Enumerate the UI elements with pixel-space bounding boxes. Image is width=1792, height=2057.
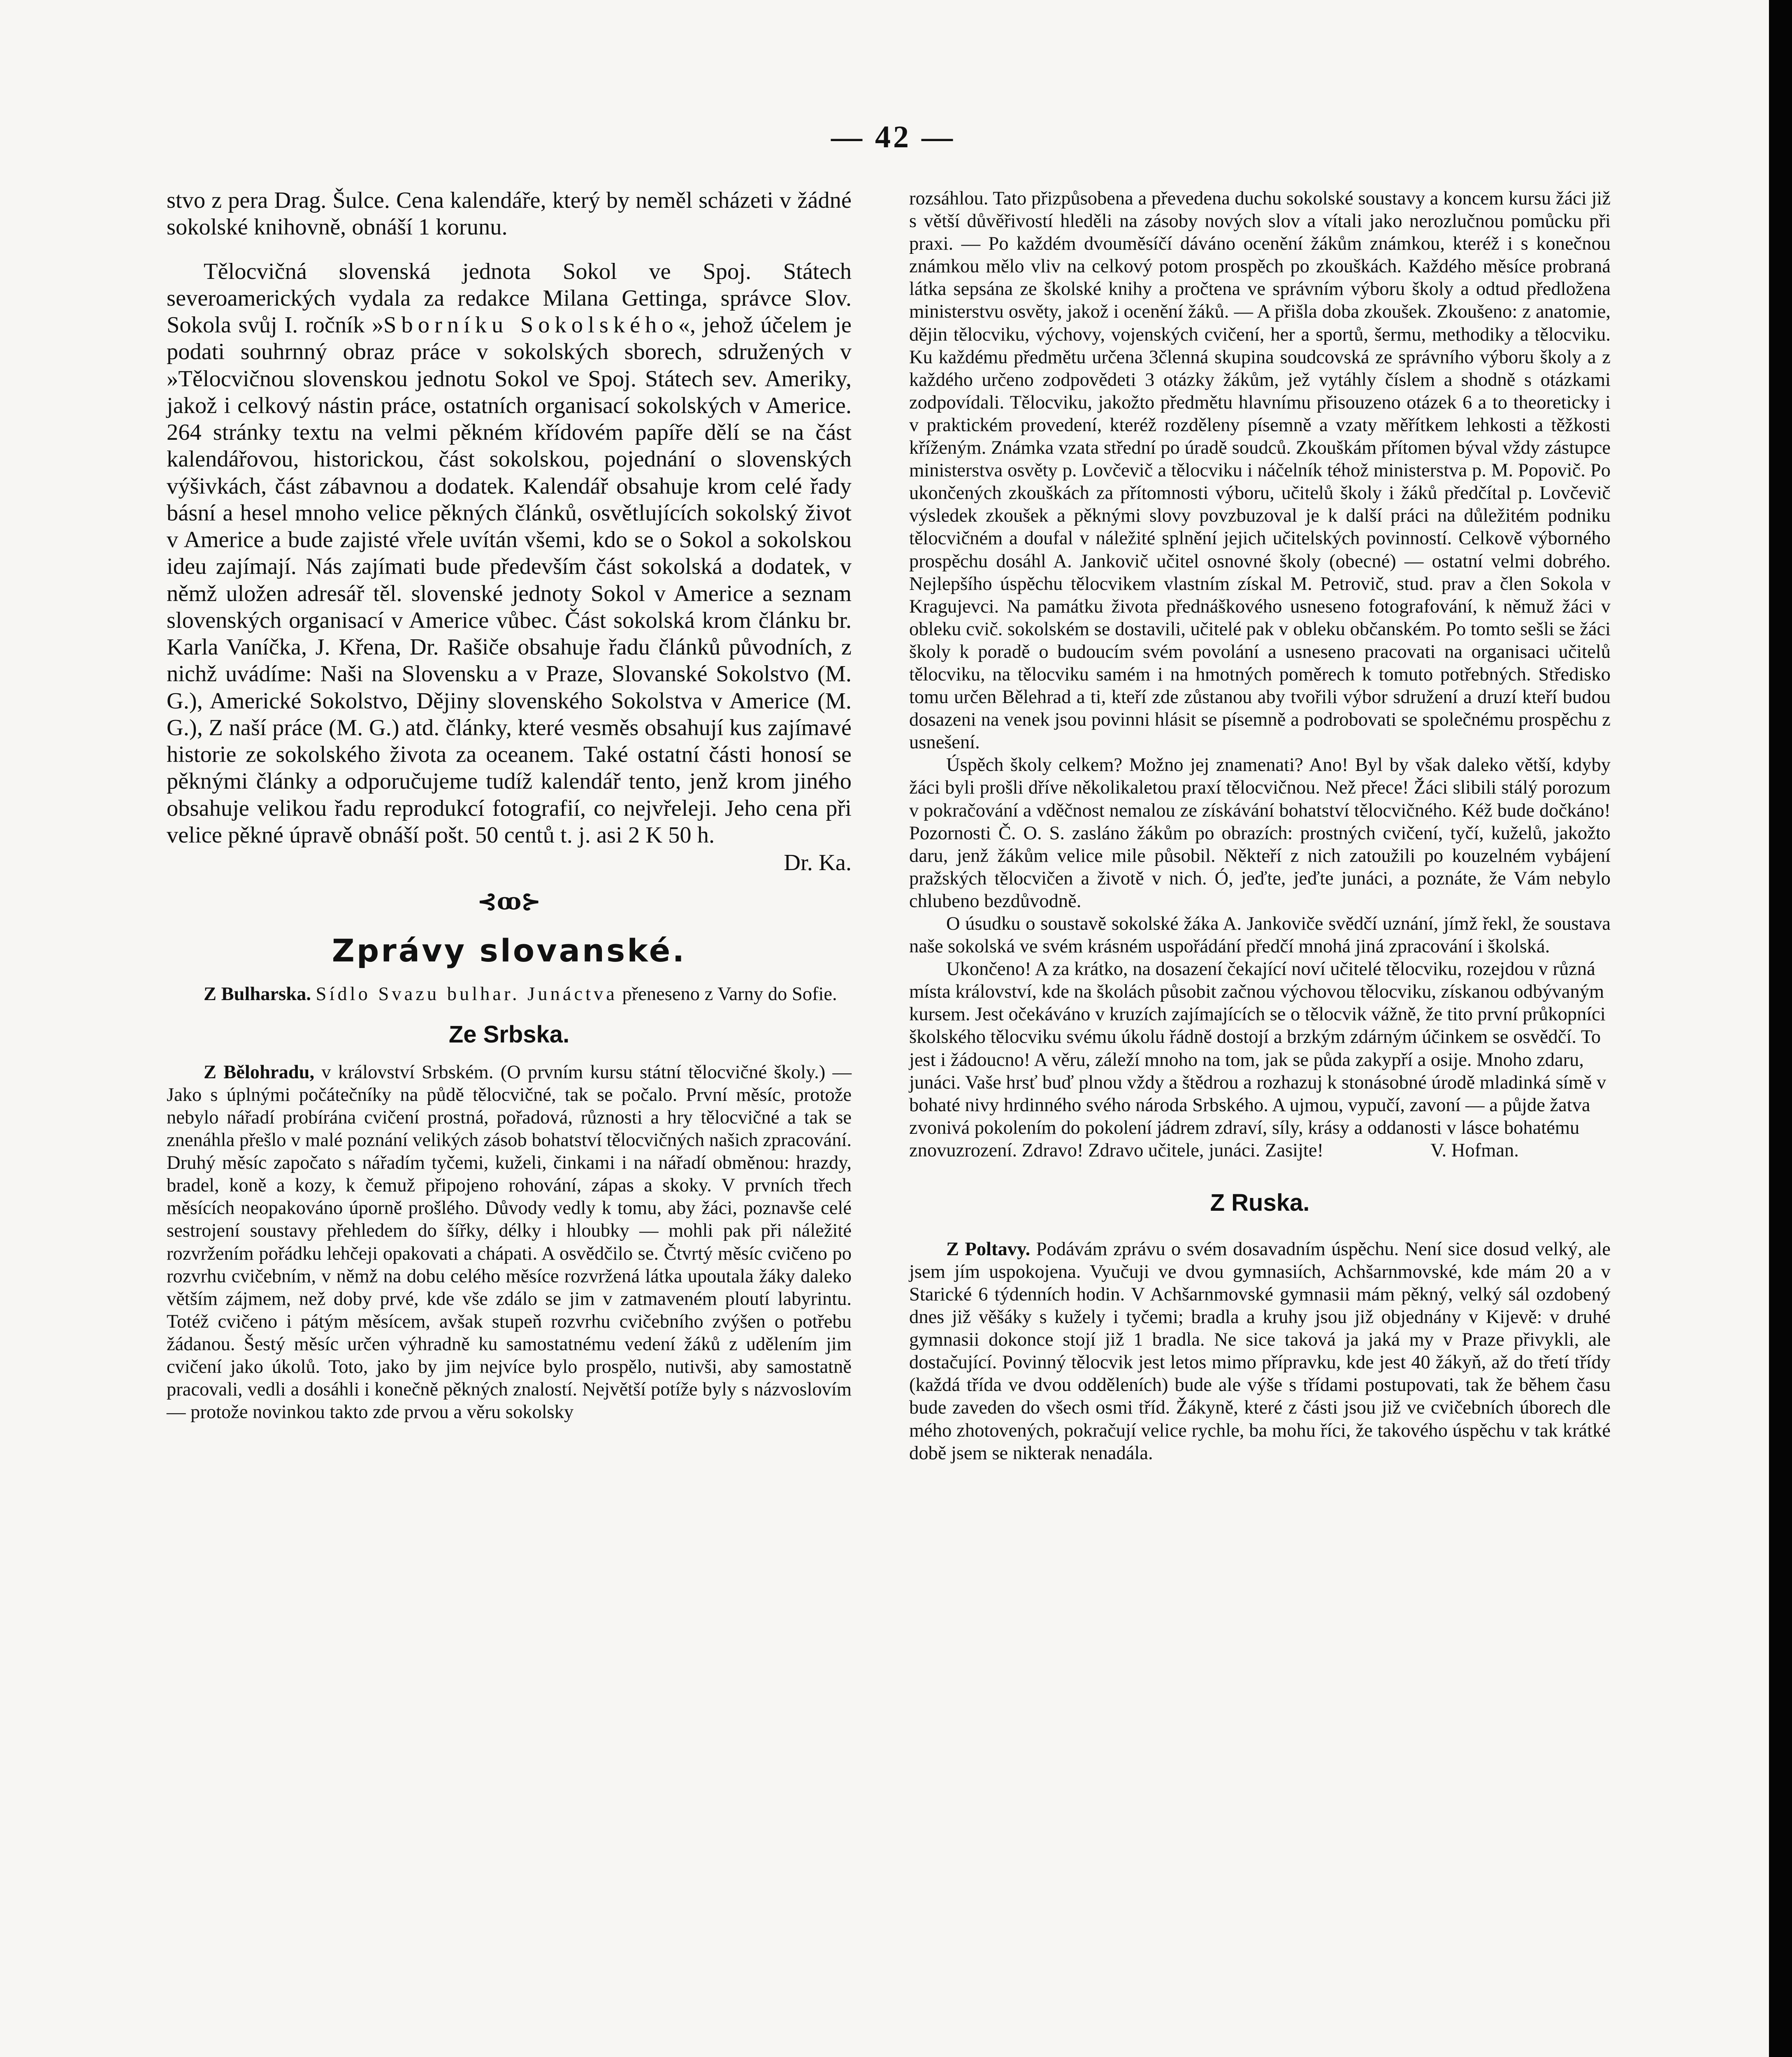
section-heading-slavic-news: Zprávy slovanské.: [332, 932, 687, 969]
review-text-rest: «, jehož účelem je podati souhrnný obraz práce v sokolských sborech, sdružených v »Tělocvičnou slovenskou jednotu Sokol ve Spoj. Státech sev. Ameriky, jakož i celkový nástin práce, ostatních organisací sokolských v Americe. 264 stránky textu na velmi pěkném křídovém papíře dělí se na část kalendářovou, historickou, část sokolskou, pojednání o slovenských výšivkách, část zábavnou a dodatek. Kalendář obsahuje krom celé řady básní a hesel mnoho velice pěkných článků, osvětlujících sokolský život v Americe a bude zajisté vřele uvítán všemi, kdo se o Sokol a sokolskou ideu zajímají. Nás zajímati bude především část sokolská a dodatek, v němž uložen adresář těl. slovenské jednoty Sokol v Americe a seznam slovenských organisací v Americe vůbec. Část sokolská krom článku br. Karla Vaníčka, J. Křena, Dr. Rašiče obsahuje řadu článků původních, z nichž uvádíme: Naši na Slovensku a v Praze, Slovanské Sokolstvo (M. G.), Americké Sokolstvo, Dějiny slovenského Sokolstva v Americe (M. G.), Z naší práce (M. G.) atd. články, které vesměs obsahují kus zajímavé historie ze sokolského života za oceanem. Také ostatní části honosí se pěknými články a odporučujeme tudíž kalendář tento, jenž krom jiného obsahuje velikou řadu reprodukcí fotografií, co nejvřeleji. Jeho cena při velice pěkné úpravě obnáší pošt. 50 centů t. j. asi 2 K 50 h.: [167, 312, 852, 848]
belgrade-paragraph: [167, 1061, 852, 1424]
russia-heading: Z Ruska.: [1210, 1189, 1310, 1217]
bulgaria-spaced-text: Sídlo Svazu bulhar. Junáctva: [316, 983, 617, 1005]
ornament-divider: ⊰ꝏ⊱: [477, 889, 541, 915]
review-text-start: Tělocvičná slovenská jednota Sokol ve Spoj. Státech severoamerických vydala za redakce Milana Gettinga, správce Slov. Sokola svůj I. ročník »: [167, 258, 852, 338]
serbia-heading: Ze Srbska.: [448, 1021, 570, 1048]
review-signature: Dr. Ka.: [784, 850, 852, 875]
jankovic-opinion-paragraph: O úsudku o soustavě sokolské žáka A. Jankoviče svědčí uznání, jímž řekl, že soustava naše sokolská ve svém krásném uspořádání předčí mnohá jiná zpracování i školská.: [909, 913, 1611, 957]
spaced-title: Sborníku Sokolského: [383, 312, 678, 338]
page-number: — 42 —: [831, 120, 955, 154]
scan-edge: [1769, 0, 1792, 2057]
poltava-label: Z Poltavy.: [946, 1238, 1031, 1260]
left-column: [167, 187, 852, 1423]
bulgaria-label: Z Bulharska.: [204, 983, 311, 1005]
closing-signature: V. Hofman.: [1430, 1140, 1519, 1161]
serbia-continued-paragraph: rozsáhlou. Tato přizpůsobena a převedena duchu sokolské soustavy a koncem kursu žáci již s větší důvěřivostí hleděli na zásoby nových slov a vítali jako nerozlučnou pomůcku při praxi. — Po každém dvouměsíčí dáváno ocenění žákům známkou, kteréž i s konečnou známkou mělo vliv na celkový potom prospěch po zkouškách. Každého měsíce probraná látka sepsána ze školské knihy a pročtena ve správním výboru školy a odtud předložena ministerstvu osvěty, jakož i ocenění žáků. — A přišla doba zkoušek. Zkoušeno: z anatomie, dějin tělocviku, výchovy, vojenských cvičení, her a sportů, šermu, methodiky a tělocviku. Ku každému předmětu určena 3členná skupina soudcovská ze správního výboru školy a z každého určeno zodpovědeti 3 otázky žákům, jež vytáhly číslem a shodně s otázkami zodpovídali. Tělocviku, jakožto předmětu hlavnímu přisouzeno otázek 6 a to theoreticky i v praktickém provedení, kteréž rozděleny písemně a vzaty měřítkem lehkosti a těžkosti kříženým. Známka vzata střední po úradě soudců. Zkouškám přítomen býval vždy zástupce ministerstva osvěty p. Lovčevič a tělocviku i náčelník téhož ministerstva p. M. Popovič. Po ukončených zkouškách za přítomnosti výboru, učitelů školy i žáků předčítal p. Lovčevič výsledek zkoušek a pěknými slovy povzbuzoval je k další práci na důležitém podniku tělocvičném a doufal v náležité splnění jejich učitelských povinností. Celkově výborného prospěchu dosáhl A. Jankovič učitel osnovné školy (obecné) — ostatní velmi dobrého. Nejlepšího úspěchu tělocvikem vlastním získal M. Petrovič, stud. prav a člen Sokola v Kragujevci. Na památku života přednáškového usneseno fotografování, k němuž žáci v obleku cvič. sokolském se dostavili, učitelé pak v obleku občanském. Po tomto sešli se žáci školy k poradě o budoucím svém povolání a usneseno pracovati na organisaci učitelů tělocviku, na tělocviku samém i na hmotných poměrech k tomuto potřebných. Středisko tomu určen Bělehrad a ti, kteří zde zůstanou aby tvořili výbor sdružení a druzí kteří budou dosazeni na venek jsou povinni hlásit se písemně a podrobovati se společnému prospěchu z usnešení.: [909, 188, 1611, 753]
closing-text: Ukončeno! A za krátko, na dosazení čekající noví učitelé tělocviku, rozejdou v různá místa království, kde na školách působit začnou výchovou tělocviku, získanou odbývaným kursem. Jest očekáváno v kruzích zajímajících se o tělocvik vážně, že tito první průkopníci školského tělocviku svému úkolu řádně dostojí a brzkým zdárným účinkem se osvědčí. To jest i žádoucno! A věru, záleží mnoho na tom, jak se půda zakypří a osije. Mnoho zdaru, junáci. Vaše hrsť buď plnou vždy a štědrou a rozhazuj k stonásobné úrodě mladinká símě v bohaté nivy hrdinného svého národa Srbského. A ujmou, vypučí, zavoní — a půjde žatva zvonivá pokolením do pokolení jádrem zdraví, síly, krásy a oddanosti v lásce bohatému znovuzrození. Zdravo! Zdravo učitele, junáci. Zasijte!: [909, 959, 1606, 1161]
poltava-paragraph: [909, 1238, 1611, 1465]
poltava-text: Podávám zprávu o svém dosavadním úspěchu. Není sice dosud velký, ale jsem jím uspokojena. Vyučuji ve dvou gymnasiích, Achšarnmovské, kde mám 20 a v Starické 6 týdenních hodin. V Achšarnmovské gymnasii mám pěkný, velký sál ozdobený dnes již věšáky s kužely i tyčemi; bradla a kruhy jsou již objednány v Kijevě: v druhé gymnasii dokonce stojí již 1 bradla. Ne sice taková ja jaká my v Praze přivykli, ale dostačující. Povinný tělocvik jest letos mimo přípravku, kde jest 40 žákyň, až do třetí třídy (každá třída ve dvou odděleních) bude ale výše s třídami postupovati, tak že během času bude zaveden do všech osmi tříd. Žákyně, které z části jsou již ve cvičebních úborech dle mého zhotovených, pokračují velice rychle, ba mohu říci, že takového úspěchu v tak krátké době jsem se nikterak nenadála.: [909, 1238, 1611, 1464]
belgrade-text: v království Srbském. (O prvním kursu státní tělocvičné školy.) — Jako s úplnými počátečníky na půdě tělocvičné, tak se počalo. První měsíc, protože nebylo nářadí probírána cvičení prostná, pořadová, různosti a hry tělocvičné a tak se znenáhla přešlo v malé poznání velikých zásob bohatství tělocvičných našich zpracování. Druhý měsíc započato s nářadím tyčemi, kuželi, činkami i na nářadí obměnou: hrazdy, bradel, koně a kozy, k čemuž připojeno rohování, zápas a skoky. V prvních třech měsících neopakováno úporně prošlého. Důvody vedly k tomu, aby žáci, poznavše celé sestrojení soustavy přehledem do šířky, délky i hloubky — mohli pak při náležité rozvržením pořádku lehčeji opakovati a chápati. A osvědčilo se. Čtvrtý měsíc cvičeno po rozvrhu cvičebním, v němž na dobu celého měsíce rozvržená látka upoutala žáky daleko větším zájmem, než doby prvé, kde vše zdálo se jim v zatmaveném ploutí labyrintu. Totéž cvičeno i pátým měsícem, avšak stupeň rozvrhu cvičebního zvýšen o potřebu žádanou. Šestý měsíc určen výhradně ku samostatnému vedení žáků z udělením jim cvičení jako úkolů. Toto, jako by jim nejvíce bylo prospělo, nutivši, aby samostatně pracovali, vedli a dosáhli i konečně pěkných znalostí. Největší potíže byly s názvoslovím — protože novinkou takto zde prvou a věru sokolsky: [167, 1061, 852, 1423]
calendar-review-paragraph: [167, 258, 852, 849]
right-column: [909, 187, 1611, 1465]
belgrade-label: Z Bělohradu,: [204, 1061, 315, 1083]
school-success-paragraph: Úspěch školy celkem? Možno jej znamenati? Ano! Byl by však daleko větší, kdyby žáci byli prošli dříve několikaletou praxí tělocvičnou. Než přece! Žáci slibili stálý porozum v pokračování a vděčnost nemalou ze získávání bohatství tělocvičného. Kéž bude dočkáno! Pozornosti Č. O. S. zasláno žákům po obrazích: prostných cvičení, tyčí, kuželů, jakožto daru, jenž žákům velice mile působil. Někteří z nich zatoužili po kouzelném vybájení pražských tělocvičen a životě v nich. Ó, jeďte, jeďte junáci, a poznáte, že Vám nebylo chlubeno bezdůvodně.: [909, 755, 1611, 912]
bulgaria-rest: přeneseno z Varny do Sofie.: [622, 983, 837, 1005]
calendar-review-end: stvo z pera Drag. Šulce. Cena kalendáře, který by neměl scházeti v žádné sokolské knihovně, obnáší 1 korunu.: [167, 188, 852, 240]
bulgaria-paragraph: [167, 983, 852, 1005]
closing-paragraph: [909, 958, 1611, 1162]
